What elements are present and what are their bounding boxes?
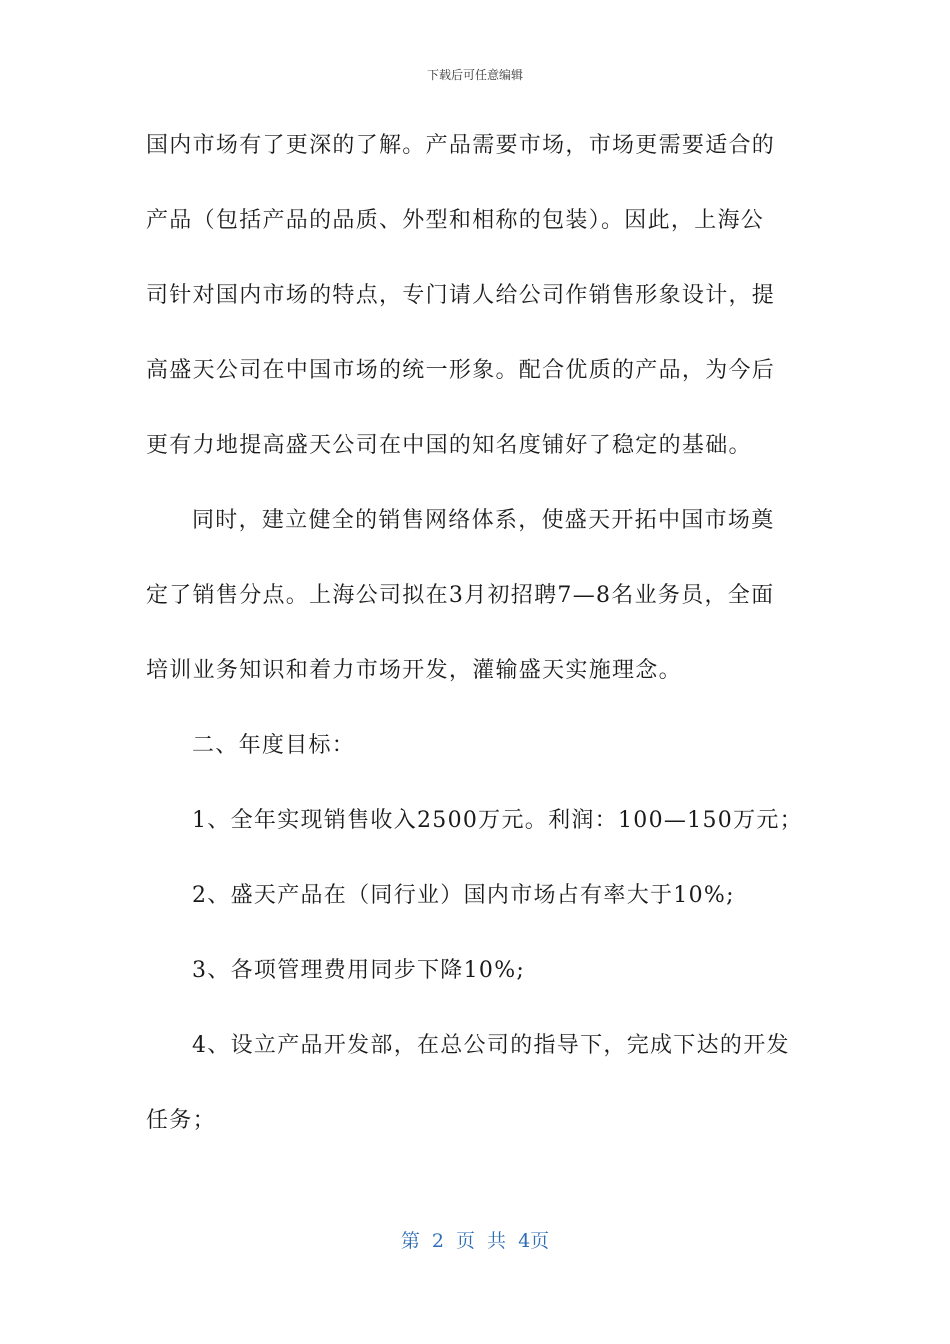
list-item: 4、设立产品开发部，在总公司的指导下，完成下达的开发 — [192, 1033, 790, 1058]
body-line: 培训业务知识和着力市场开发，灌输盛天实施理念。 — [146, 658, 682, 683]
body-line: 定了销售分点。上海公司拟在3月初招聘7—8名业务员，全面 — [146, 583, 775, 608]
page-footer: 第 2 页 共 4页 — [400, 1230, 550, 1252]
body-line: 司针对国内市场的特点，专门请人给公司作销售形象设计，提 — [146, 283, 776, 308]
section-heading: 二、年度目标： — [192, 733, 356, 758]
list-item: 3、各项管理费用同步下降10%; — [192, 958, 526, 983]
body-line: 任务； — [146, 1108, 216, 1133]
list-item: 1、全年实现销售收入2500万元。利润：100—150万元； — [192, 808, 803, 833]
page-header: 下载后可任意编辑 — [426, 68, 523, 82]
list-item: 2、盛天产品在（同行业）国内市场占有率大于10%; — [192, 883, 735, 908]
body-line: 高盛天公司在中国市场的统一形象。配合优质的产品，为今后 — [146, 358, 776, 383]
body-line: 产品（包括产品的品质、外型和相称的包装）。因此，上海公 — [146, 208, 765, 233]
body-line: 国内市场有了更深的了解。产品需要市场，市场更需要适合的 — [146, 133, 776, 158]
body-line: 同时，建立健全的销售网络体系，使盛天开拓中国市场奠 — [192, 508, 775, 533]
body-line: 更有力地提高盛天公司在中国的知名度铺好了稳定的基础。 — [146, 433, 752, 458]
